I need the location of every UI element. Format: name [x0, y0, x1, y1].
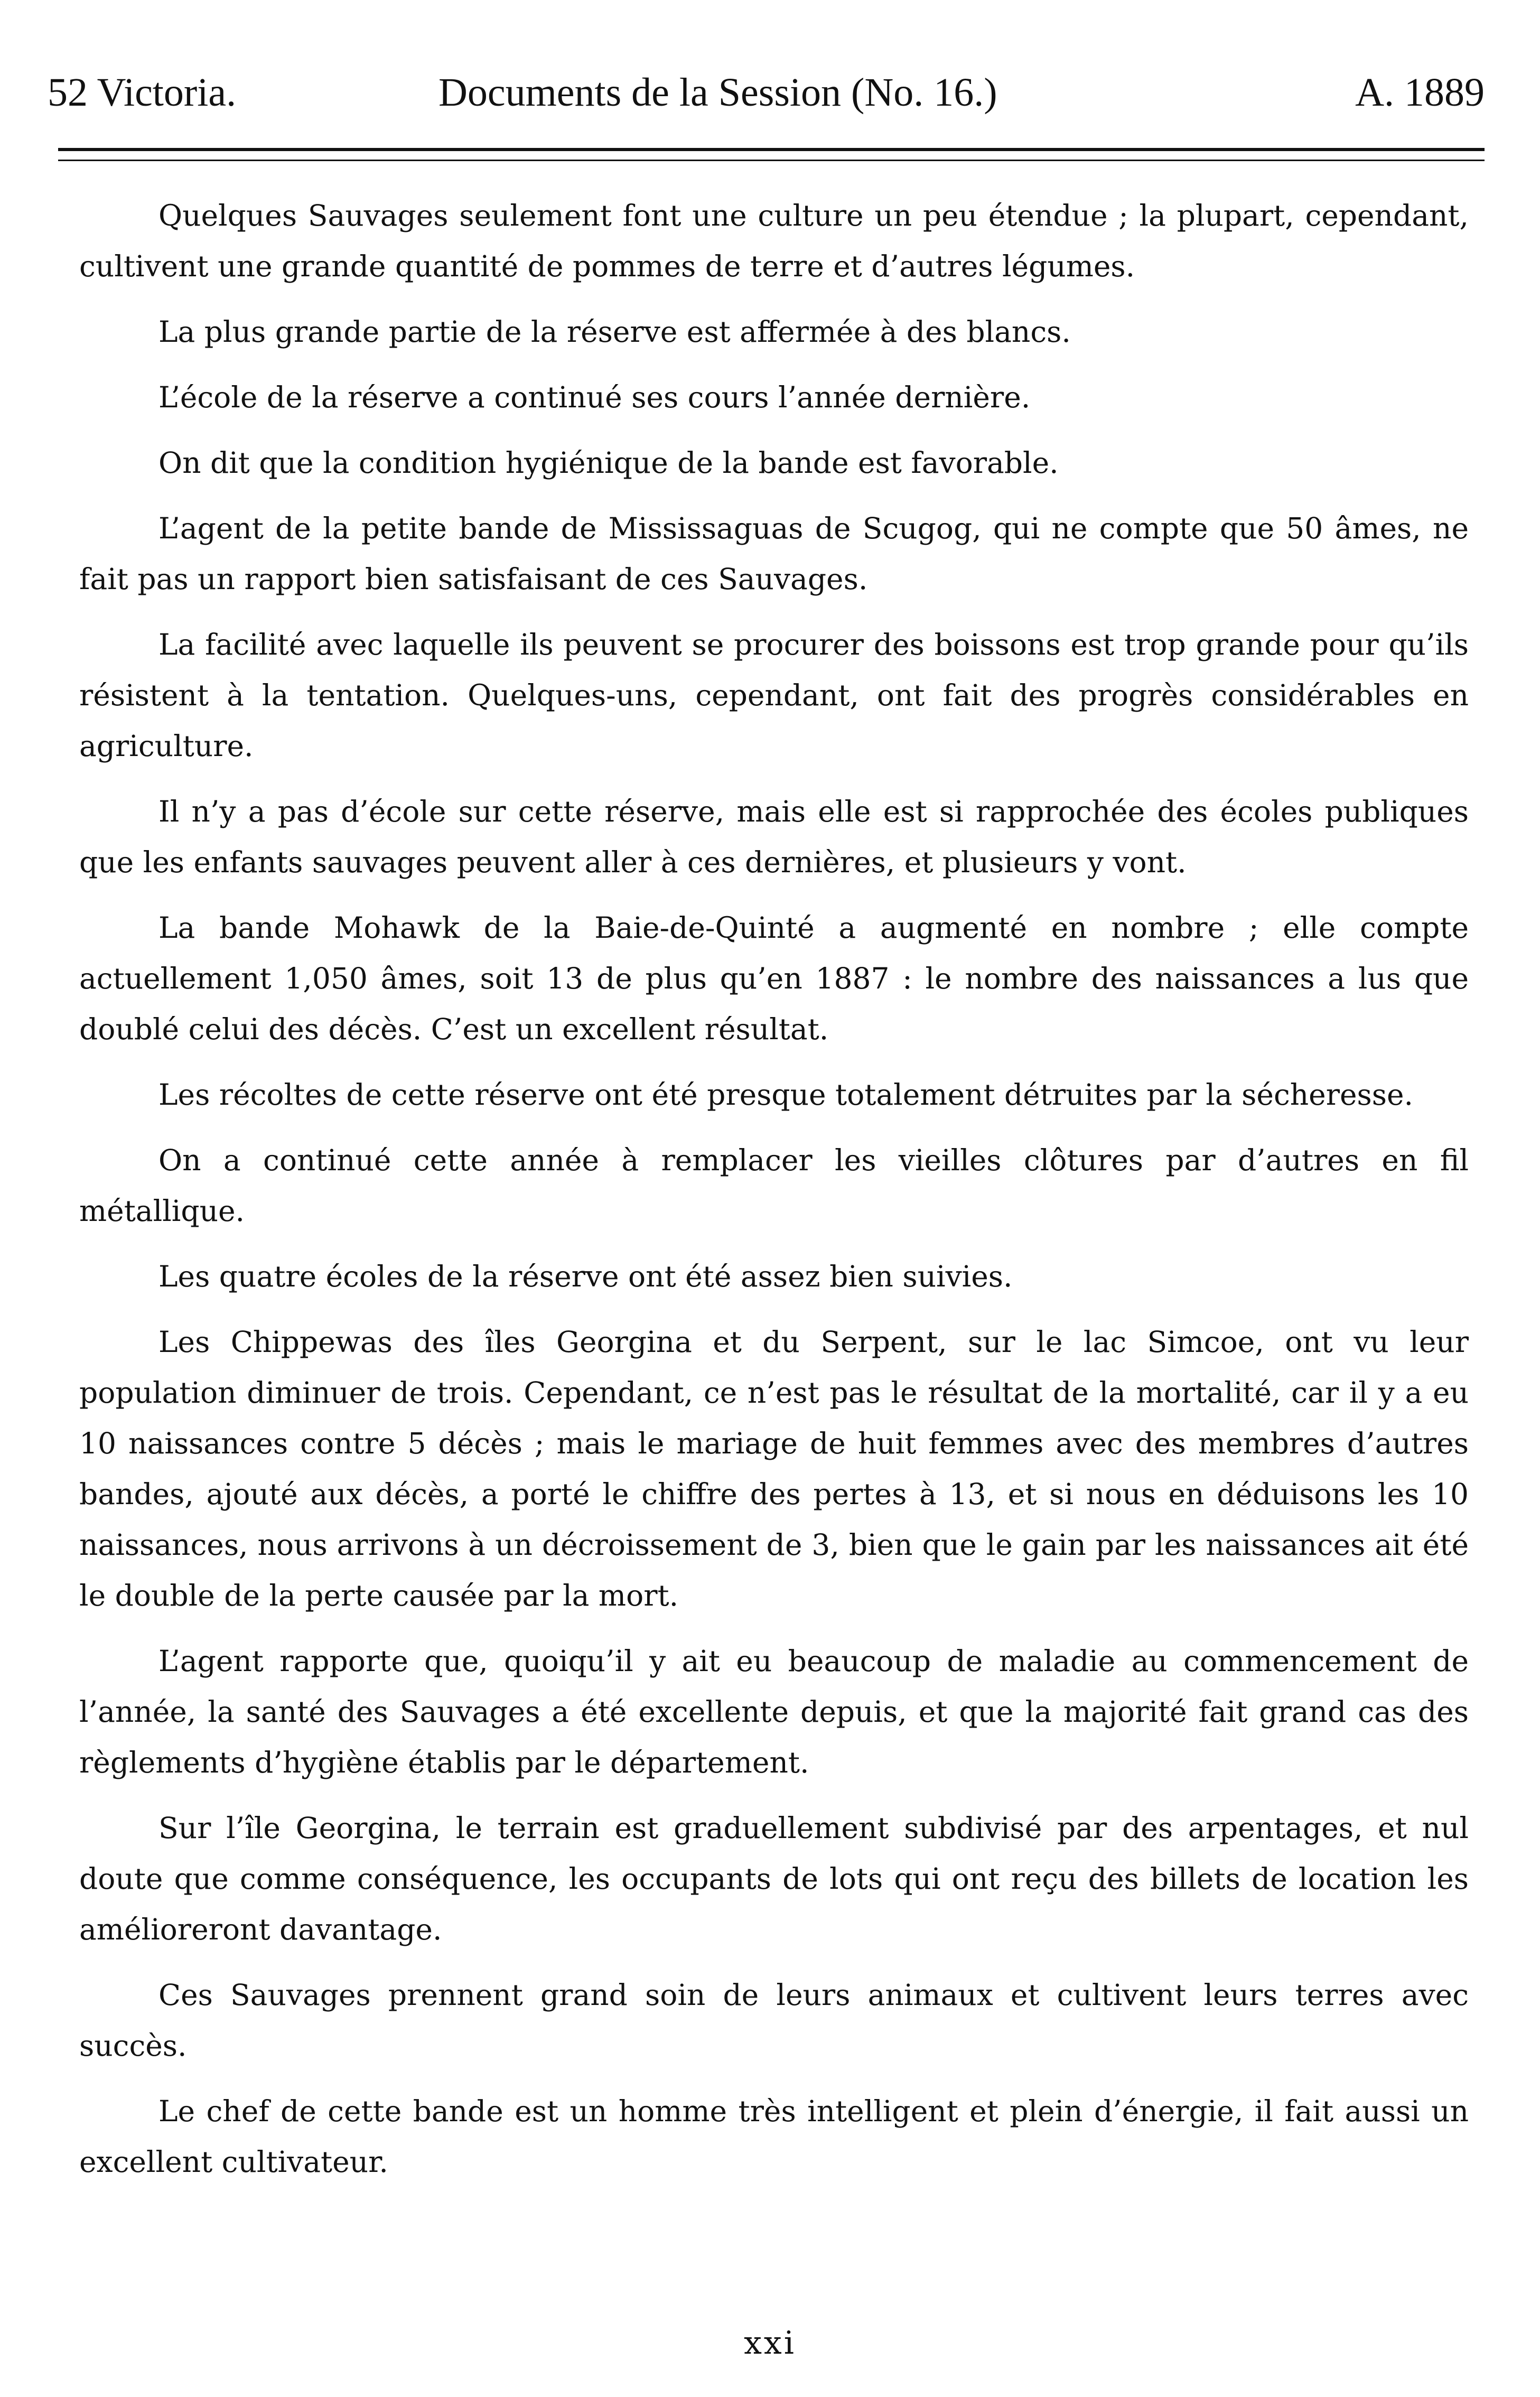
paragraph: On dit que la condition hygiénique de la bande est favorable.	[158, 446, 1059, 480]
page-header	[48, 63, 1485, 122]
page-number: xxi	[744, 2325, 796, 2362]
paragraph: Ces Sauvages prennent grand soin de leurs animaux et cultivent leurs terres avec succès.	[79, 1978, 1469, 2063]
paragraph: La plus grande partie de la réserve est affermée à des blancs.	[158, 315, 1071, 349]
header-volume: 52 Victoria.	[48, 70, 237, 115]
header-year: A. 1889	[1355, 70, 1485, 115]
paragraph: L’agent de la petite bande de Mississaguas de Scugog, qui ne compte que 50 âmes, ne fait pas un rapport bien satisfaisant de ces Sauvages.	[79, 511, 1469, 596]
paragraph: Il n’y a pas d’école sur cette réserve, mais elle est si rapprochée des écoles publiques que les enfants sauvages peuvent aller à ces dernières, et plusieurs y vont.	[79, 795, 1469, 879]
header-rule-thin	[58, 160, 1485, 161]
header-title: Documents de la Session (No. 16.)	[438, 70, 997, 115]
paragraph: Les Chippewas des îles Georgina et du Serpent, sur le lac Simcoe, ont vu leur population diminuer de trois. Cependant, ce n’est pas le résultat de la mortalité, car il y a eu 10 naissances contre 5 décès ; mais le mariage de huit femmes avec des membres d’autres bandes, ajouté aux décès, a porté le chiffre des pertes à 13, et si nous en déduisons les 10 naissances, nous arrivons à un décroissement de 3, bien que le gain par les naissances ait été le double de la perte causée par la mort.	[79, 1325, 1469, 1612]
paragraph: L’agent rapporte que, quoiqu’il y ait eu beaucoup de maladie au commencement de l’année, la santé des Sauvages a été excellente depuis, et que la majorité fait grand cas des règlements d’hygiène établis par le département.	[79, 1644, 1469, 1779]
paragraph: On a continué cette année à remplacer les vieilles clôtures par d’autres en fil métallique.	[79, 1143, 1469, 1228]
paragraph: Les quatre écoles de la réserve ont été assez bien suivies.	[158, 1260, 1013, 1293]
paragraph: Le chef de cette bande est un homme très intelligent et plein d’énergie, il fait aussi un excellent cultivateur.	[79, 2094, 1469, 2179]
paragraph: Les récoltes de cette réserve ont été presque totalement détruites par la sécheresse.	[158, 1078, 1414, 1112]
paragraph: L’école de la réserve a continué ses cours l’année dernière.	[158, 380, 1031, 414]
header-rule-thick	[58, 148, 1485, 151]
paragraph: Sur l’île Georgina, le terrain est graduellement subdivisé par des arpentages, et nul doute que comme conséquence, les occupants de lots qui ont reçu des billets de location les amélioreront davantage.	[79, 1811, 1469, 1946]
paragraph: La facilité avec laquelle ils peuvent se procurer des boissons est trop grande pour qu’ils résistent à la tentation. Quelques-uns, cependant, ont fait des progrès considérables en agriculture.	[79, 628, 1469, 763]
body-text	[79, 190, 1469, 2202]
paragraph: La bande Mohawk de la Baie-de-Quinté a augmenté en nombre ; elle compte actuellement 1,050 âmes, soit 13 de plus qu’en 1887 : le nombre des naissances a lus que doublé celui des décès. C’est un excellent résultat.	[79, 911, 1469, 1046]
paragraph: Quelques Sauvages seulement font une culture un peu étendue ; la plupart, cependant, cultivent une grande quantité de pommes de terre et d’autres légumes.	[79, 199, 1469, 283]
